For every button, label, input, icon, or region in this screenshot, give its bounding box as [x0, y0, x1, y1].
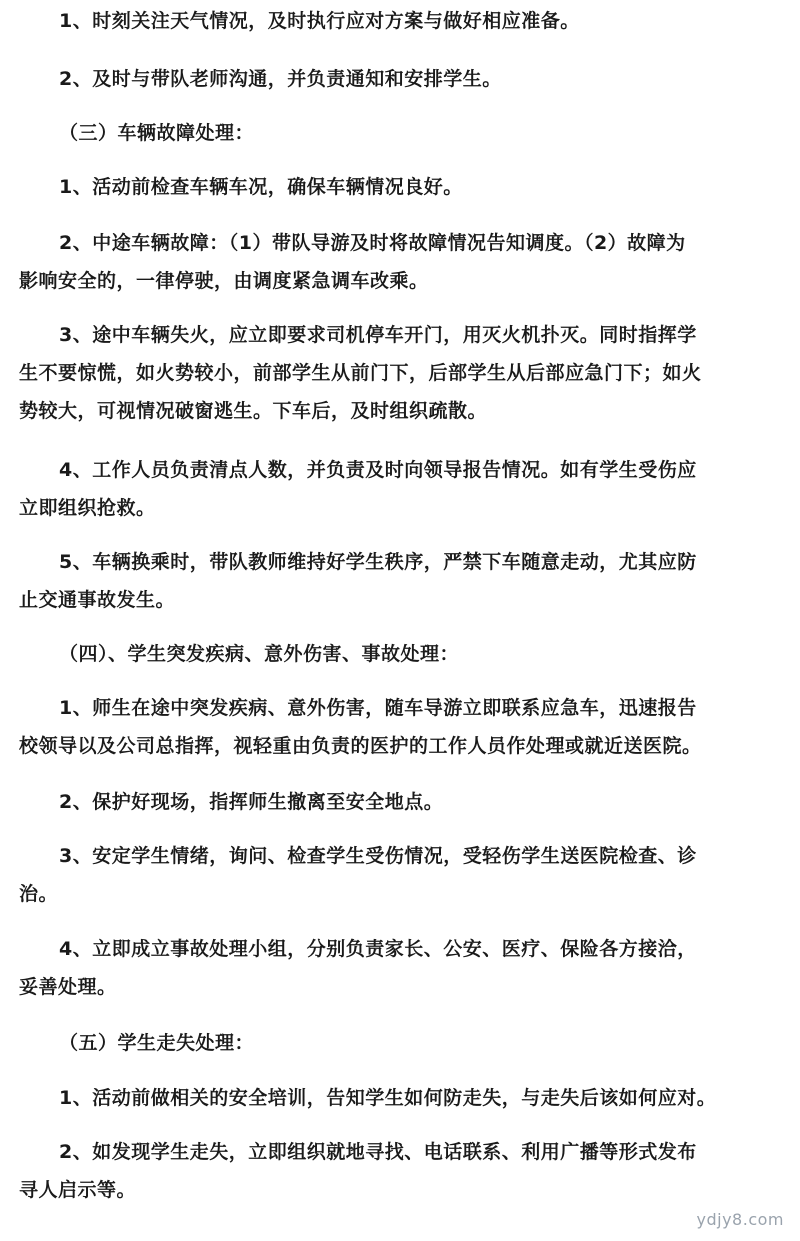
site-watermark: ydjy8.com	[696, 1210, 784, 1229]
section-heading-4	[0, 635, 800, 673]
paragraph-line: 2、及时与带队老师沟通，并负责通知和安排学生。	[59, 68, 502, 90]
paragraph-line: 1、师生在途中突发疾病、意外伤害，随车导游立即联系应急车，迅速报告	[59, 697, 697, 719]
paragraph-line: 2、中途车辆故障：（1）带队导游及时将故障情况告知调度。（2）故障为	[59, 232, 686, 254]
paragraph-line: 立即组织抢救。	[19, 497, 156, 519]
section-heading-text: （四）、学生突发疾病、意外伤害、事故处理：	[59, 643, 460, 665]
section-heading-5	[0, 1024, 800, 1062]
paragraph-line: 2、如发现学生走失，立即组织就地寻找、电话联系、利用广播等形式发布	[59, 1141, 697, 1163]
paragraph-1	[0, 2, 800, 40]
paragraph-line: 势较大，可视情况破窗逃生。下车后，及时组织疏散。	[19, 400, 488, 422]
paragraph-line: 生不要惊慌，如火势较小，前部学生从前门下，后部学生从后部应急门下；如火	[19, 362, 702, 384]
paragraph-7	[0, 451, 800, 527]
section-heading-3	[0, 114, 800, 152]
paragraph-2	[0, 60, 800, 98]
paragraph-line: 影响安全的，一律停驶，由调度紧急调车改乘。	[19, 270, 429, 292]
paragraph-line: 2、保护好现场，指挥师生撤离至安全地点。	[59, 791, 444, 813]
paragraph-line: 寻人启示等。	[19, 1179, 137, 1201]
paragraph-line: 治。	[19, 883, 59, 905]
paragraph-line: 3、安定学生情绪，询问、检查学生受伤情况，受轻伤学生送医院检查、诊	[59, 845, 697, 867]
paragraph-8	[0, 543, 800, 619]
paragraph-5	[0, 224, 800, 300]
paragraph-4	[0, 168, 800, 206]
section-heading-text: （五）学生走失处理：	[59, 1032, 255, 1054]
paragraph-16	[0, 1133, 800, 1209]
paragraph-line: 1、活动前检查车辆车况，确保车辆情况良好。	[59, 176, 463, 198]
paragraph-6	[0, 316, 800, 430]
paragraph-12	[0, 837, 800, 913]
paragraph-15	[0, 1079, 800, 1117]
paragraph-line: 1、活动前做相关的安全培训，告知学生如何防走失，与走失后该如何应对。	[59, 1087, 717, 1109]
paragraph-line: 妥善处理。	[19, 976, 117, 998]
section-heading-text: （三）车辆故障处理：	[59, 122, 255, 144]
paragraph-line: 校领导以及公司总指挥，视轻重由负责的医护的工作人员作处理或就近送医院。	[19, 735, 702, 757]
paragraph-11	[0, 783, 800, 821]
paragraph-line: 3、途中车辆失火，应立即要求司机停车开门，用灭火机扑灭。同时指挥学	[59, 324, 697, 346]
paragraph-line: 4、立即成立事故处理小组，分别负责家长、公安、医疗、保险各方接洽，	[59, 938, 697, 960]
paragraph-line: 4、工作人员负责清点人数，并负责及时向领导报告情况。如有学生受伤应	[59, 459, 697, 481]
paragraph-line: 1、时刻关注天气情况，及时执行应对方案与做好相应准备。	[59, 10, 580, 32]
paragraph-line: 5、车辆换乘时，带队教师维持好学生秩序，严禁下车随意走动，尤其应防	[59, 551, 697, 573]
paragraph-13	[0, 930, 800, 1006]
paragraph-10	[0, 689, 800, 765]
paragraph-line: 止交通事故发生。	[19, 589, 176, 611]
